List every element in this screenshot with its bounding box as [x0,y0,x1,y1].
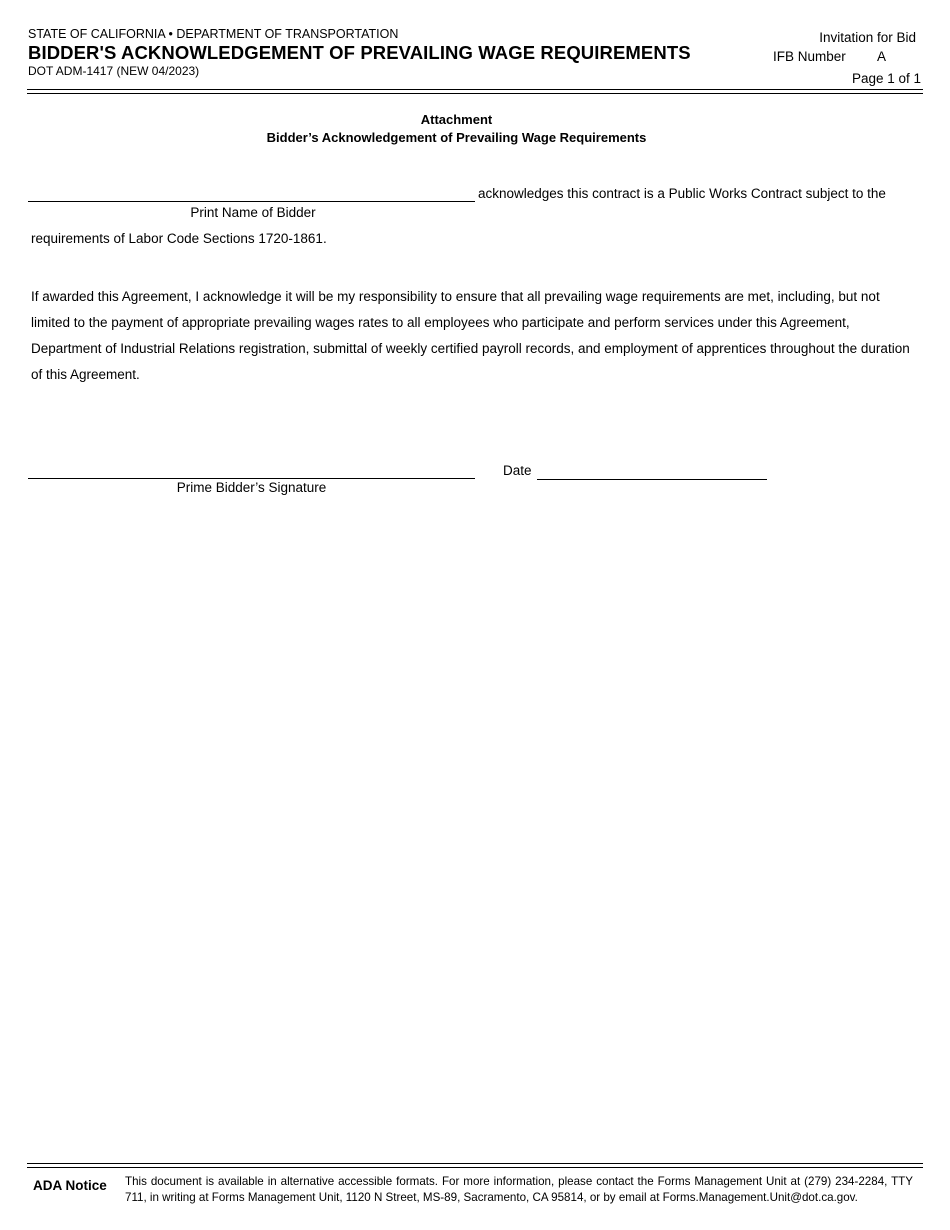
page-indicator: Page 1 of 1 [851,71,921,86]
ifb-number-value[interactable]: A [877,49,887,64]
signature-field[interactable] [28,460,474,477]
date-line [537,479,767,480]
date-label: Date [503,463,532,478]
ada-notice-text: This document is available in alternative accessible formats. For more information, please contact the Forms Management Unit at (279) 234-2284, TTY 711, in writing at Forms Management Unit, 1120 N Street, MS-89, Sacramento, CA 95814, or by email at Forms.Management.Unit@dot.ca.gov. [125,1175,913,1204]
form-number: DOT ADM-1417 (NEW 04/2023) [28,64,200,78]
agency-name: STATE OF CALIFORNIA • DEPARTMENT OF TRANSPORTATION [28,27,399,41]
attachment-subtitle: Bidder’s Acknowledgement of Prevailing Wage Requirements [266,130,647,145]
bidder-name-field[interactable] [28,184,474,201]
ada-notice-label: ADA Notice [33,1178,107,1193]
bidder-name-caption: Print Name of Bidder [190,205,316,220]
ifb-number-label: IFB Number [773,49,846,64]
ifb-label: Invitation for Bid [819,30,916,45]
signature-line [28,478,475,479]
date-field[interactable] [537,460,767,479]
header-rule-top [27,89,923,90]
footer-rule-top [27,1163,923,1164]
acknowledgement-paragraph: If awarded this Agreement, I acknowledge it will be my responsibility to ensure that all prevailing wage requirements are met, including, but not limited to the payment of appropriate prevailing wages rates to all employees who participate and perform services under this Agreement, Department of Industrial Relations registration, submittal of weekly certified payroll records, and employment of apprentices throughout the duration of this Agreement. [31,289,910,382]
footer-rule-bottom [27,1167,923,1168]
bidder-name-line [28,201,475,202]
header-rule-bottom [27,93,923,94]
requirements-text: requirements of Labor Code Sections 1720-1861. [31,231,327,246]
attachment-title: Attachment [420,112,493,127]
acknowledgement-text: acknowledges this contract is a Public Works Contract subject to the [478,186,886,201]
form-title: BIDDER'S ACKNOWLEDGEMENT OF PREVAILING WAGE REQUIREMENTS [28,42,691,63]
signature-caption: Prime Bidder’s Signature [176,480,327,495]
